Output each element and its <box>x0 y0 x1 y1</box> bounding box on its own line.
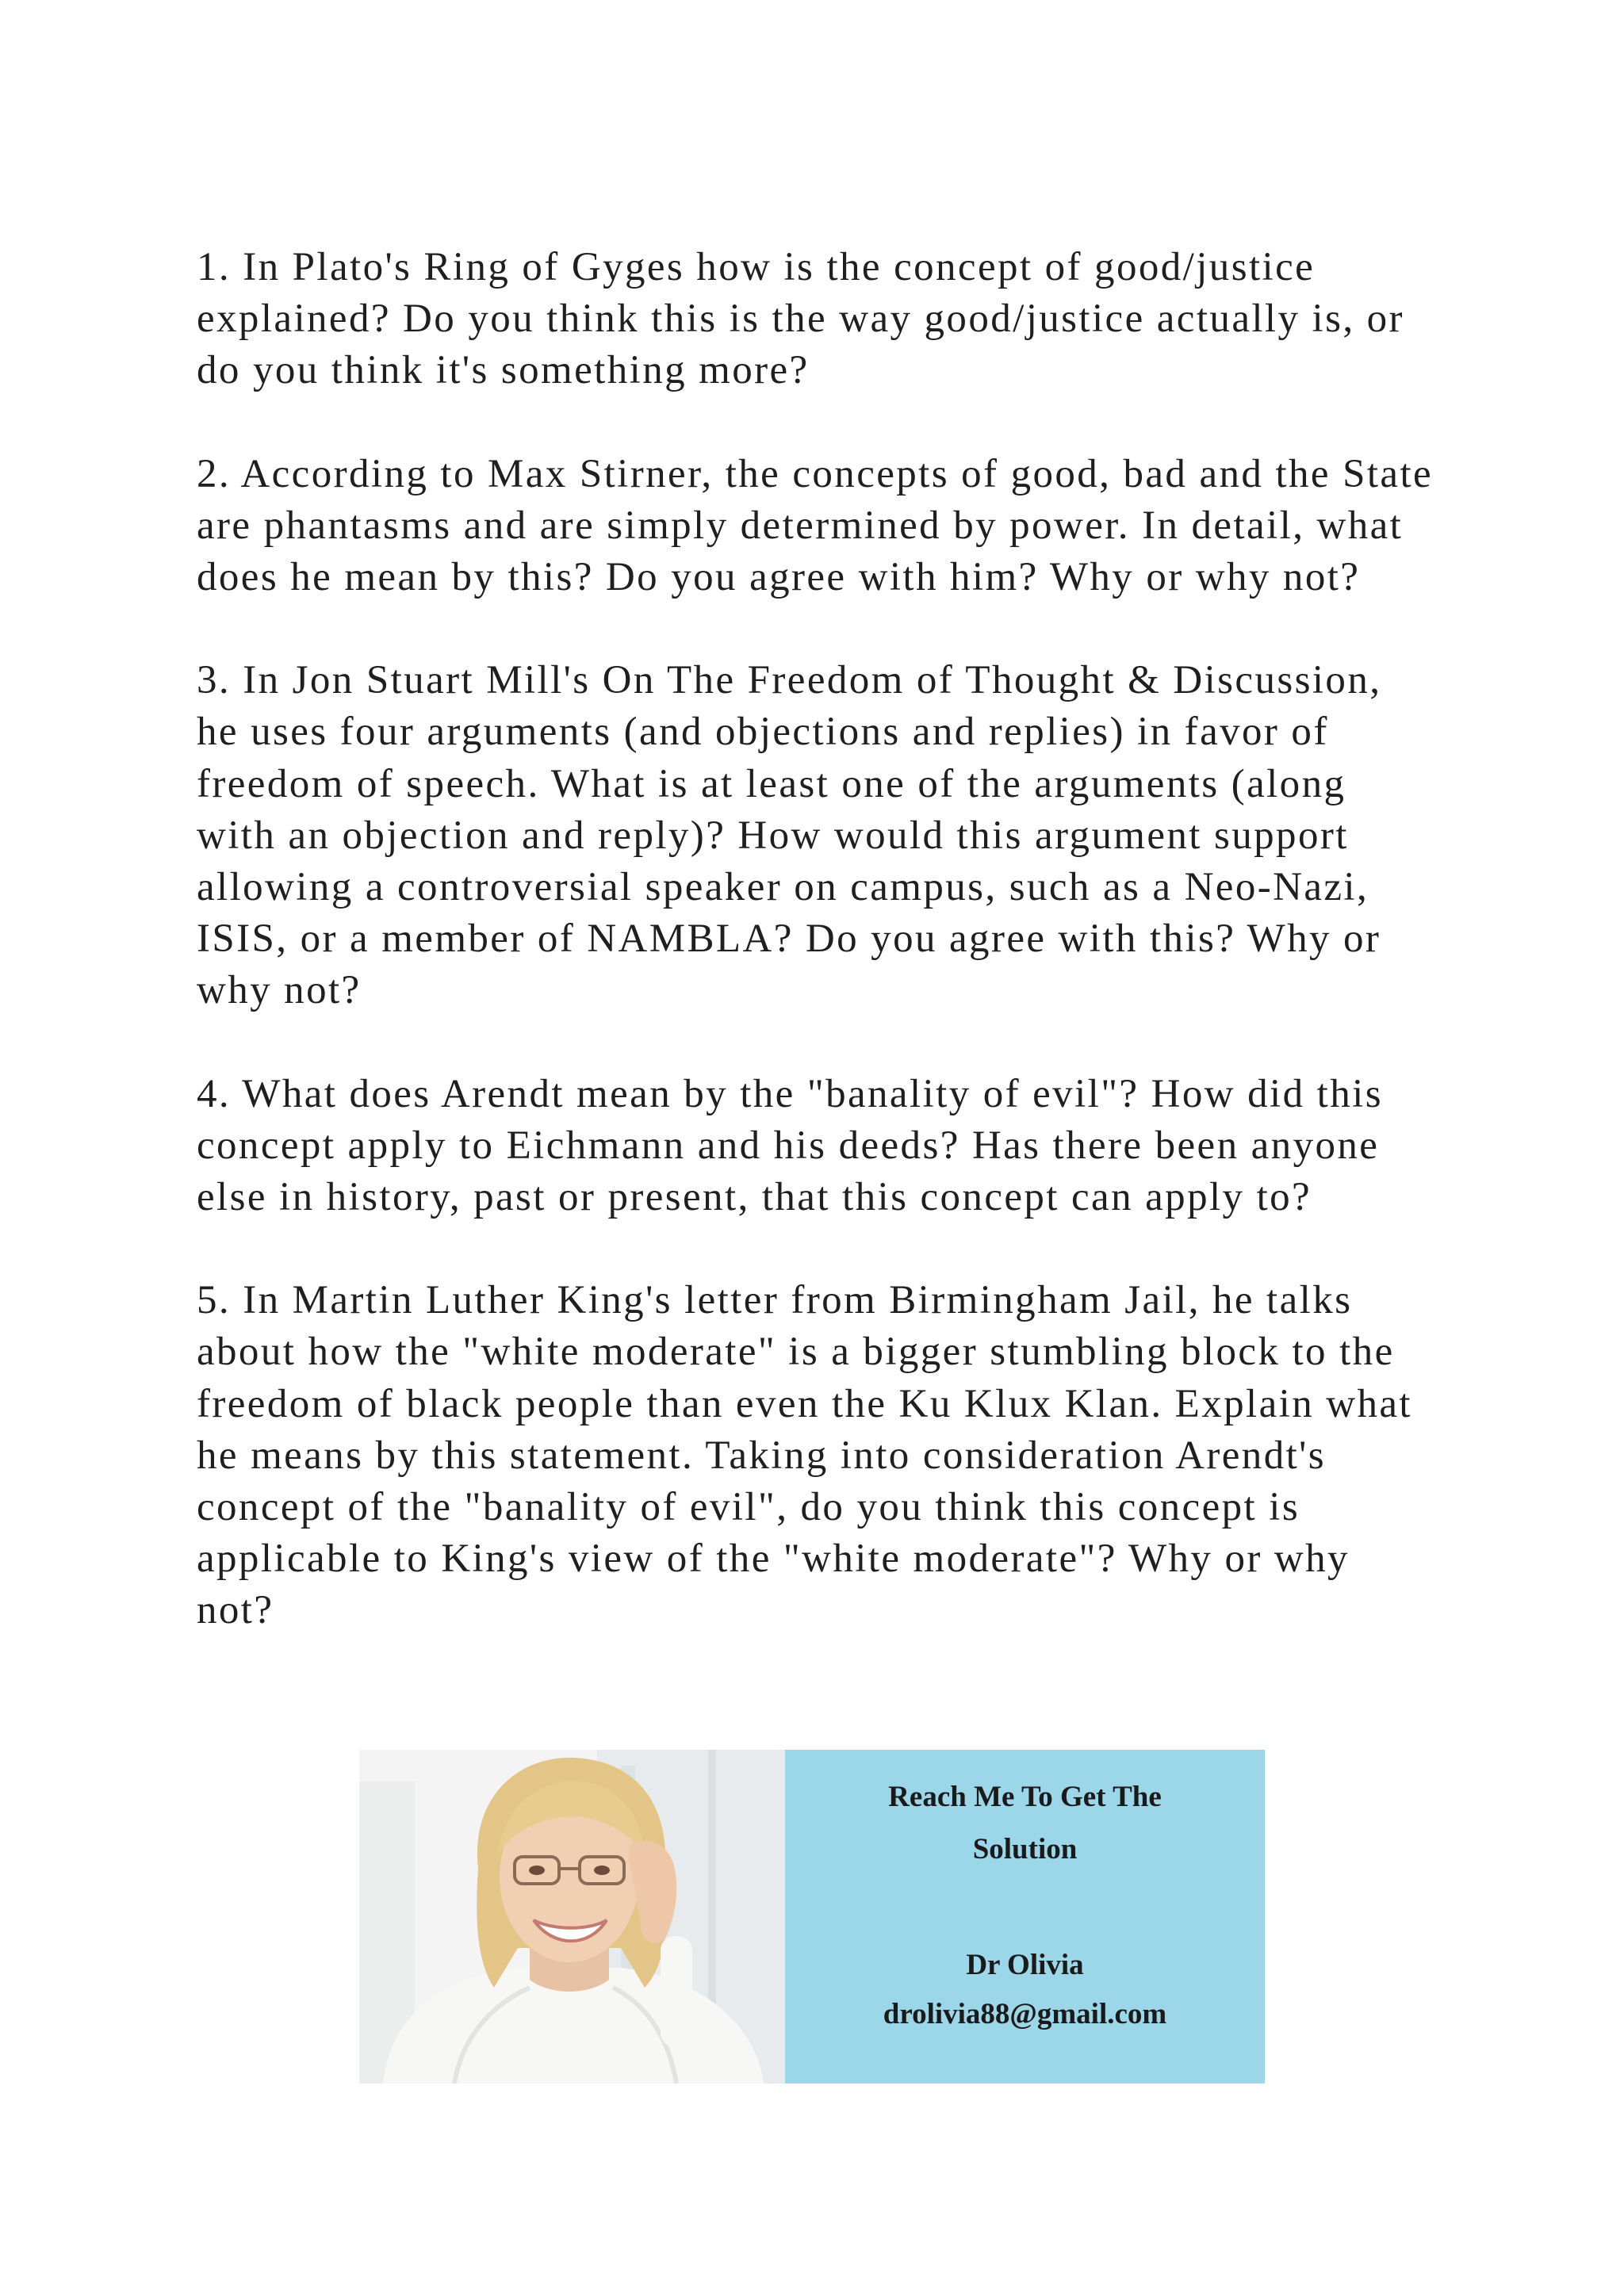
contact-name: Dr Olivia <box>966 1949 1084 1981</box>
contact-card <box>785 1750 1265 2084</box>
question-4: 4. What does Arendt mean by the "banality of evil"? How did this concept apply to Eichmann and his deeds? Has there been anyone else in history, past or present, that this concept can apply to? <box>197 1071 1383 1220</box>
promo-headline-line-2: Solution <box>972 1833 1078 1866</box>
tutor-photo <box>359 1750 785 2084</box>
question-2: 2. According to Max Stirner, the concepts of good, bad and the State are phantasms and are simply determined by power. In detail, what does he mean by this? Do you agree with him? Why or why not? <box>197 451 1434 600</box>
contact-email[interactable]: drolivia88@gmail.com <box>883 1998 1167 2030</box>
promo-headline-line-1: Reach Me To Get The <box>888 1781 1162 1813</box>
question-list <box>197 242 1434 1637</box>
question-1: 1. In Plato's Ring of Gyges how is the concept of good/justice explained? Do you think this is the way good/justice actually is, or do you think it's something more? <box>197 245 1404 393</box>
question-3: 3. In Jon Stuart Mill's On The Freedom of Thought & Discussion, he uses four arguments (and objections and replies) in favor of freedom of speech. What is at least one of the arguments (along with an objection and reply)? How would this argument support allowing a controversial speaker on campus, such as a Neo-Nazi, ISIS, or a member of NAMBLA? Do you agree with this? Why or why not? <box>197 658 1382 1013</box>
promo-banner <box>359 1750 1265 2084</box>
tutor-photo-illustration <box>359 1750 785 2084</box>
question-5: 5. In Martin Luther King's letter from Birmingham Jail, he talks about how the "white moderate" is a bigger stumbling block to the freedom of black people than even the Ku Klux Klan. Explain what he means by this statement. Taking into consideration Arendt's concept of the "banality of evil", do you think this concept is applicable to King's view of the "white moderate"? Why or why not? <box>197 1278 1412 1633</box>
